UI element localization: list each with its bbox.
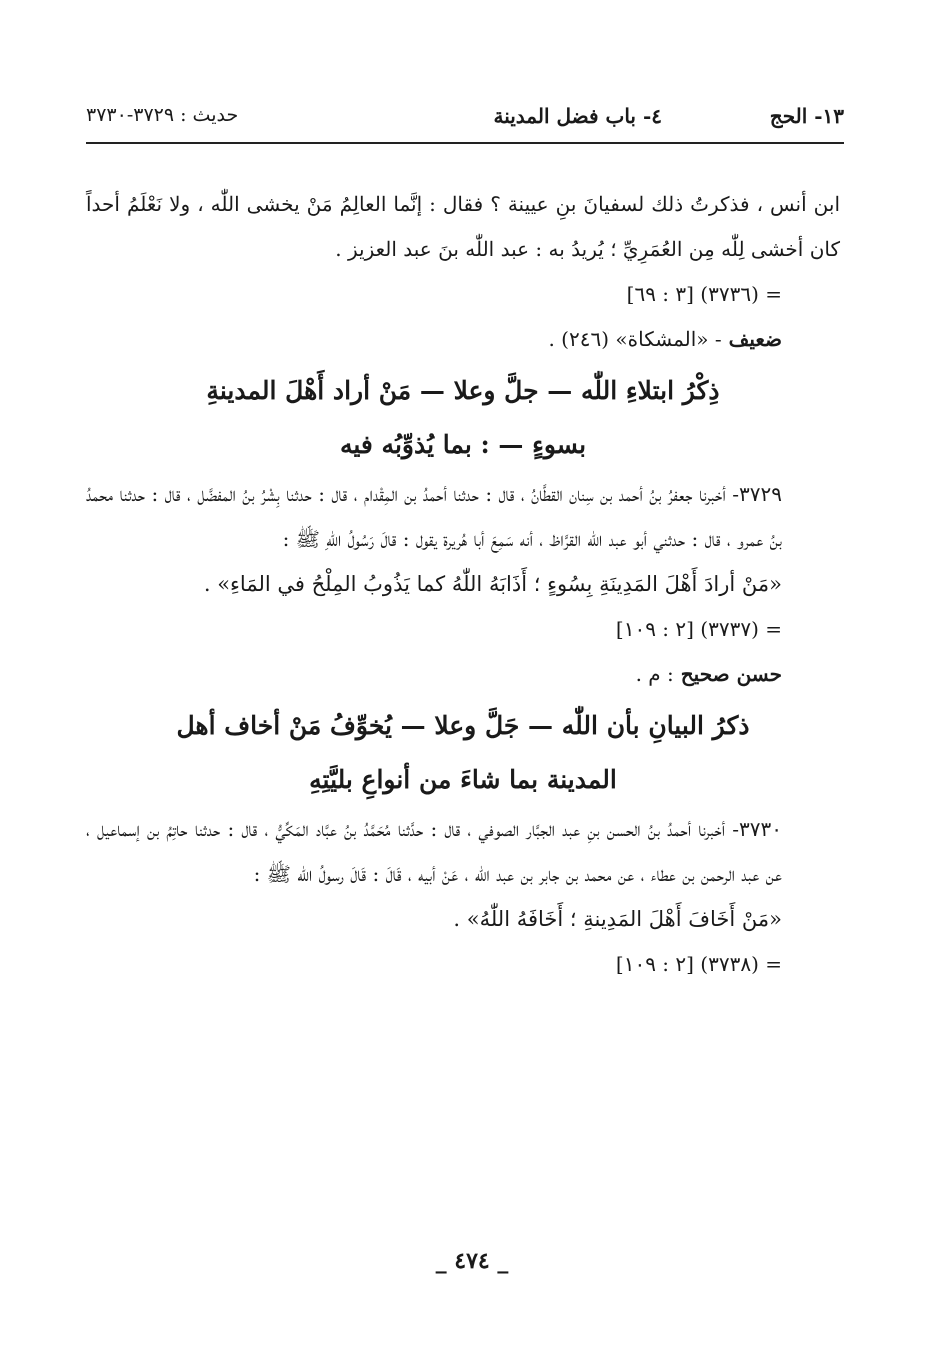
grading-source: : م . [635, 662, 674, 686]
hadith-range: حديث : ٣٧٢٩-٣٧٣٠ [86, 104, 239, 126]
header-rule [86, 142, 844, 144]
heading-line: المدينة بما شاءَ من أنواعِ بليَّتِهِ [309, 765, 617, 794]
grading-label: ضعيف [728, 327, 782, 351]
heading-line: ذكرُ البيانِ بأن اللّٰه — جَلَّ وعلا — يُخوِّفُ مَنْ أخاف أهل [176, 711, 750, 740]
section-title: ٤- باب فضل المدينة [493, 104, 662, 128]
page-body [86, 182, 840, 987]
cross-reference: = (٣٧٣٧) [٢ : ١٠٩] [615, 617, 782, 641]
heading-line: ذِكْرُ ابتلاءِ اللّٰه — جلَّ وعلا — مَنْ أراد أَهْلَ المدينةِ [206, 376, 720, 405]
hadith-isnad: ٣٧٣٠- أخبرنا أحمدُ بنُ الحسن بنِ عبد الجبَّار الصوفي ، قال : حدَّثنا مُحَمَّدُ بنُ عبَّاد المَكِّيُّ ، قال : حدثنا حاتِمُ بن إسماعيل ، عن عبد الرحمن بن عطاء ، عن محمد بن جابر بن عبد اللّٰه ، عَنْ أبيه ، قَالَ : قَالَ رسولُ اللّٰه ﷺ : [86, 817, 782, 886]
grading [86, 317, 840, 362]
hadith-text: «مَنْ أَخَافَ أَهْلَ المَدِينةِ ؛ أَخَافَهُ اللّٰهُ» . [453, 907, 782, 931]
chapter-heading [86, 364, 840, 472]
cross-reference: = (٣٧٣٨) [٢ : ١٠٩] [615, 952, 782, 976]
grading-label: حسن صحيح [680, 662, 782, 686]
heading-line: بسوءٍ — : بما يُذوِّبُه فيه [339, 430, 587, 459]
grading [86, 652, 840, 697]
chapter-heading [86, 699, 840, 807]
page-number: _ ٤٧٤ _ [435, 1248, 509, 1274]
grading-source: - «المشكاة» (٢٤٦) . [548, 327, 722, 351]
continuation-paragraph: ابن أنس ، فذكرتُ ذلك لسفيانَ بنِ عيينة ؟ فقال : إنَّما العالِمُ مَنْ يخشى اللّٰه ، ولا نَعْلَمُ أحداً كان أخشى لِلّٰه مِن العُمَرِيِّ ؛ يُريدُ به : عبد اللّٰه بنَ عبد العزيز . [86, 192, 840, 261]
hadith-isnad: ٣٧٢٩- أخبرنا جعفرُ بنُ أحمد بن سِنان القطَّانُ ، قال : حدثنا أحمدُ بن المِقْدام ، قال : حدثنا بِشْرُ بنُ المفضَّل ، قال : حدثنا محمدُ بنُ عمرو ، قال : حدثني أبو عبد اللّٰه القرَّاظ ، أنه سَمِعَ أبا هُريرة يقول : قالَ رَسُولُ اللّٰهِ ﷺ : [86, 482, 782, 551]
page-header [86, 100, 844, 140]
chapter-title: ١٣- الحج [769, 104, 844, 128]
cross-reference: = (٣٧٣٦) [٣ : ٦٩] [626, 282, 782, 306]
hadith-text: «مَنْ أرادَ أَهْلَ المَدِينَةِ بِسُوءٍ ؛ أَذَابَهُ اللّٰهُ كما يَذُوبُ المِلْحُ في المَاءِ» . [203, 572, 782, 596]
